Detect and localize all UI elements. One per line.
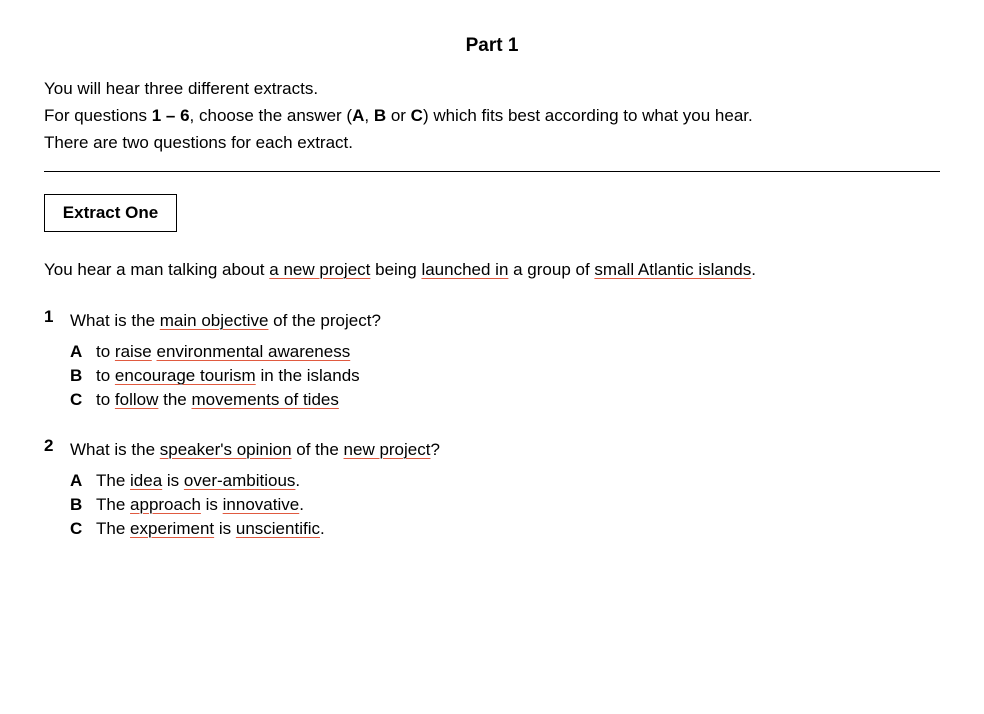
extract-label: Extract One: [62, 203, 159, 222]
highlight-phrase: raise: [114, 342, 152, 361]
highlight-phrase: over-ambitious: [183, 471, 296, 490]
instruction-text: or: [386, 106, 411, 125]
option-text: in the islands: [255, 366, 360, 385]
highlight-phrase: unscientific: [235, 519, 320, 538]
option-letter: C: [70, 390, 83, 409]
instruction-text: For questions: [44, 106, 152, 125]
highlight-phrase: a new project: [269, 260, 371, 279]
question-text: [70, 310, 381, 332]
instruction-text: , choose the answer (: [189, 106, 353, 125]
highlight-phrase: environmental awareness: [156, 342, 351, 361]
option-text: to: [96, 390, 115, 409]
question-text-part: of the project?: [268, 311, 381, 330]
answer-option[interactable]: [70, 470, 300, 492]
option-letter-b: B: [373, 106, 387, 125]
question-text: [70, 439, 440, 461]
answer-option[interactable]: [70, 518, 325, 540]
question-number: 1: [44, 307, 54, 326]
option-letter: B: [70, 366, 83, 385]
answer-option[interactable]: [70, 389, 339, 411]
option-text: to: [96, 366, 115, 385]
answer-option[interactable]: [70, 341, 350, 363]
extract-context: [44, 259, 756, 281]
highlight-phrase: main objective: [159, 311, 269, 330]
option-text: .: [295, 471, 301, 490]
extract-label-box: [44, 194, 177, 232]
answer-option[interactable]: [70, 494, 304, 516]
option-text: .: [299, 495, 304, 514]
option-text: The: [96, 495, 131, 514]
highlight-phrase: new project: [343, 440, 431, 459]
highlight-phrase: launched in: [421, 260, 509, 279]
instruction-text: ,: [364, 106, 374, 125]
context-text: .: [751, 260, 756, 279]
option-text: is: [214, 519, 236, 538]
page-title: Part 1: [465, 35, 519, 56]
highlight-phrase: innovative: [222, 495, 300, 514]
option-letter-a: A: [352, 106, 365, 125]
question-text-part: ?: [430, 440, 440, 459]
highlight-phrase: approach: [130, 495, 201, 514]
context-text: You hear a man talking about: [44, 260, 270, 279]
question-text-part: What is the: [70, 440, 160, 459]
question-text-part: What is the: [70, 311, 160, 330]
question-text-part: of the: [291, 440, 344, 459]
option-letter: C: [70, 519, 83, 538]
instruction-text: ) which fits best according to what you hear.: [422, 106, 753, 125]
instruction-line-1: You will hear three different extracts.: [44, 79, 319, 98]
question-number: 2: [44, 436, 54, 455]
highlight-phrase: encourage tourism: [114, 366, 256, 385]
instruction-line-3: There are two questions for each extract.: [44, 133, 353, 152]
answer-option[interactable]: [70, 365, 360, 387]
context-text: being: [370, 260, 422, 279]
option-letter: A: [70, 342, 83, 361]
option-text: the: [158, 390, 192, 409]
highlight-phrase: experiment: [130, 519, 215, 538]
option-text: is: [162, 471, 184, 490]
highlight-phrase: small Atlantic islands: [594, 260, 752, 279]
highlight-phrase: idea: [130, 471, 163, 490]
highlight-phrase: speaker's opinion: [159, 440, 292, 459]
question-range: 1 – 6: [151, 106, 190, 125]
option-text: .: [319, 519, 325, 538]
option-letter: A: [70, 471, 83, 490]
option-text: to: [96, 342, 115, 361]
instruction-line-2: [44, 106, 753, 126]
option-letter-c: C: [410, 106, 423, 125]
option-text: The: [96, 471, 131, 490]
divider: [44, 171, 940, 172]
highlight-phrase: follow: [114, 390, 159, 409]
highlight-phrase: movements of tides: [191, 390, 339, 409]
option-text: The: [96, 519, 131, 538]
context-text: a group of: [508, 260, 595, 279]
option-letter: B: [70, 495, 83, 514]
option-text: is: [200, 495, 223, 514]
